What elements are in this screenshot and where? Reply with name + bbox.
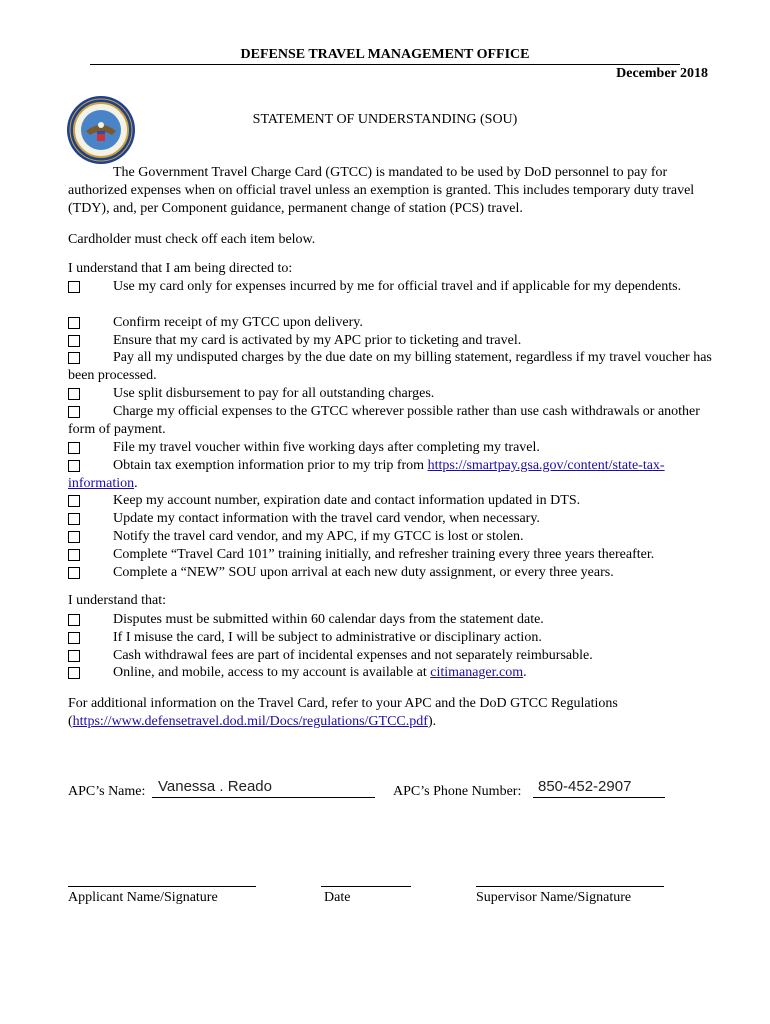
section1-heading: I understand that I am being directed to: — [68, 261, 293, 276]
item-checkbox[interactable] — [68, 614, 80, 626]
item-checkbox[interactable] — [68, 442, 80, 454]
item-text: Complete a “NEW” SOU upon arrival at each new duty assignment, or every three years. — [113, 565, 614, 580]
additional-info-tail: ). — [427, 714, 437, 729]
list-item — [68, 385, 718, 403]
apc-phone-label: APC’s Phone Number: — [393, 784, 522, 799]
item-checkbox[interactable] — [68, 667, 80, 679]
item-checkbox[interactable] — [68, 281, 80, 293]
tax-exemption-link[interactable]: https://smartpay.gsa.gov/content/state-tax-information — [68, 458, 665, 491]
document-title: STATEMENT OF UNDERSTANDING (SOU) — [252, 112, 518, 127]
list-item — [68, 528, 718, 546]
apc-name-label: APC’s Name: — [68, 784, 146, 799]
item-checkbox[interactable] — [68, 335, 80, 347]
gtcc-regulations-link[interactable]: https://www.defensetravel.dod.mil/Docs/regulations/GTCC.pdf — [72, 714, 428, 729]
list-item — [68, 510, 718, 528]
item-checkbox[interactable] — [68, 650, 80, 662]
document-date: December 2018 — [616, 66, 708, 81]
date-label: Date — [324, 890, 351, 905]
item-checkbox[interactable] — [68, 406, 80, 418]
intro-paragraph: The Government Travel Charge Card (GTCC) is mandated to be used by DoD personnel to pay for authorized expenses when on official travel unless an exemption is granted. This includes temporary duty travel (TDY), and, per Component guidance, permanent change of station (PCS) travel. — [68, 165, 695, 216]
apc-name-line — [152, 797, 375, 798]
item-text: File my travel voucher within five working days after completing my travel. — [113, 440, 540, 455]
item-text: Pay all my undisputed charges by the due date on my billing statement, regardless if my travel voucher has been processed. — [68, 350, 712, 383]
list-item — [68, 332, 718, 350]
item-text: Charge my official expenses to the GTCC wherever possible rather than use cash withdrawals or another form of payment. — [68, 404, 700, 437]
item-text: If I misuse the card, I will be subject to administrative or disciplinary action. — [113, 630, 542, 645]
list-item — [68, 278, 718, 296]
item-text: Use split disbursement to pay for all outstanding charges. — [113, 386, 435, 401]
item-text: Obtain tax exemption information prior to my trip from https://smartpay.gsa.gov/content/state-tax-information. — [68, 458, 665, 491]
item-text: Keep my account number, expiration date and contact information updated in DTS. — [113, 493, 581, 508]
apc-phone-line — [533, 797, 665, 798]
applicant-signature-line[interactable] — [68, 886, 256, 887]
section2-heading: I understand that: — [68, 593, 166, 608]
org-title: DEFENSE TRAVEL MANAGEMENT OFFICE — [240, 47, 530, 62]
item-text: Cash withdrawal fees are part of incidental expenses and not separately reimbursable. — [113, 648, 593, 663]
list-item — [68, 314, 718, 332]
item-text: Disputes must be submitted within 60 calendar days from the statement date. — [113, 612, 544, 627]
citimanager-link[interactable]: citimanager.com — [430, 665, 524, 680]
list-item — [68, 546, 718, 564]
supervisor-signature-line[interactable] — [476, 886, 664, 887]
item-checkbox[interactable] — [68, 531, 80, 543]
list-item — [68, 664, 718, 682]
item-checkbox[interactable] — [68, 352, 80, 364]
apc-name-field[interactable]: Vanessa . Reado — [158, 778, 272, 795]
supervisor-signature-label: Supervisor Name/Signature — [476, 890, 632, 905]
header-rule — [90, 64, 680, 65]
list-item — [68, 403, 718, 439]
dod-seal-icon — [66, 95, 136, 165]
item-text: Update my contact information with the travel card vendor, when necessary. — [113, 511, 540, 526]
item-checkbox[interactable] — [68, 460, 80, 472]
item-checkbox[interactable] — [68, 567, 80, 579]
additional-info-text: For additional information on the Travel Card, refer to your APC and the DoD GTCC Regulations ( — [68, 696, 618, 729]
item-text: Ensure that my card is activated by my APC prior to ticketing and travel. — [113, 333, 522, 348]
list-item — [68, 439, 718, 457]
list-item — [68, 457, 718, 493]
item-checkbox[interactable] — [68, 495, 80, 507]
item-checkbox[interactable] — [68, 513, 80, 525]
applicant-signature-label: Applicant Name/Signature — [68, 890, 218, 905]
list-item — [68, 629, 718, 647]
item-text: Online, and mobile, access to my account is available at citimanager.com. — [113, 665, 527, 680]
list-item — [68, 611, 718, 629]
item-checkbox[interactable] — [68, 632, 80, 644]
item-checkbox[interactable] — [68, 549, 80, 561]
item-text: Use my card only for expenses incurred by me for official travel and if applicable for my dependents. — [113, 279, 682, 294]
item-text: Notify the travel card vendor, and my APC, if my GTCC is lost or stolen. — [113, 529, 524, 544]
apc-phone-field[interactable]: 850-452-2907 — [538, 778, 632, 795]
list-item — [68, 564, 718, 582]
list-item — [68, 349, 718, 385]
date-line[interactable] — [321, 886, 411, 887]
item-checkbox[interactable] — [68, 388, 80, 400]
instruction-text: Cardholder must check off each item below. — [68, 232, 316, 247]
item-text: Complete “Travel Card 101” training initially, and refresher training every three years thereafter. — [113, 547, 655, 562]
additional-info — [68, 695, 718, 731]
list-item — [68, 647, 718, 665]
list-item — [68, 492, 718, 510]
item-text: Confirm receipt of my GTCC upon delivery. — [113, 315, 363, 330]
item-checkbox[interactable] — [68, 317, 80, 329]
item-text-lead: Online, and mobile, access to my account is available at — [113, 665, 431, 680]
item-text-lead: Obtain tax exemption information prior to my trip from — [113, 458, 428, 473]
